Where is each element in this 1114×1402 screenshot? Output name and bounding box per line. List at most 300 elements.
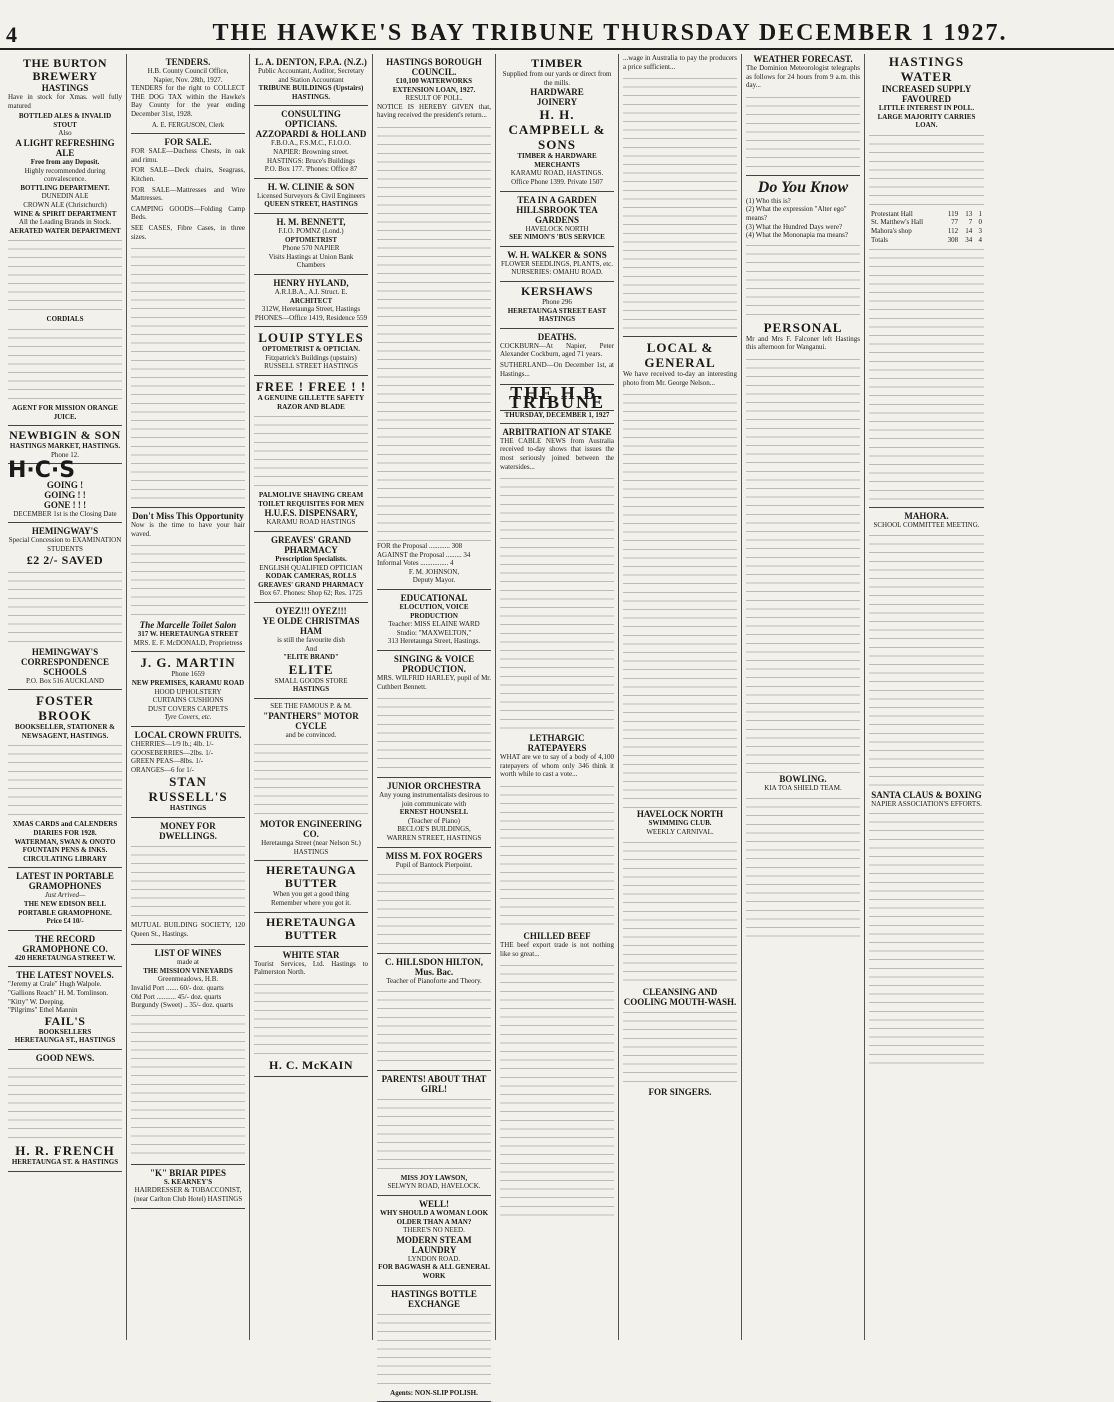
ad-heading: THE BURTON BREWERY	[22, 56, 108, 83]
ad-line: HAVELOCK NORTH	[525, 224, 589, 233]
ad-heading: FREE ! FREE ! !	[255, 379, 367, 395]
tenders-notice	[131, 54, 245, 134]
ad-line: HERETAUNGA ST., HASTINGS	[14, 1036, 116, 1045]
quiz-question: (3) What the Hundred Days were?	[746, 222, 843, 231]
notice-line: SUTHERLAND—On December 1st, at Hastings...	[500, 360, 614, 378]
ad-body	[8, 1063, 122, 1143]
section-heading: BOWLING.	[779, 773, 827, 784]
joy-lawson-ad	[377, 1071, 491, 1196]
ad-line: "Kitty" W. Deeping.	[8, 997, 65, 1006]
notice-line: NOTICE IS HEREBY GIVEN that, having received the president's return...	[377, 102, 491, 120]
ad-line: Teacher of Pianoforte and Theory.	[386, 977, 482, 986]
ad-body	[377, 1309, 491, 1389]
section-heading: WEATHER FORECAST.	[753, 54, 853, 64]
ad-line: A LIGHT REFRESHING ALE	[15, 137, 115, 158]
marcelle-salon-ad	[131, 508, 245, 652]
ad-line: CORDIALS	[46, 315, 84, 324]
article-body	[623, 389, 737, 809]
ad-line: MISS JOY LAWSON,	[400, 1173, 468, 1182]
column-6	[619, 54, 742, 1340]
section-heading: SANTA CLAUS & BOXING	[871, 789, 982, 800]
ad-heading: L. A. DENTON, F.P.A. (N.Z.)	[255, 57, 367, 67]
wine-list	[131, 1010, 245, 1160]
article-body	[869, 244, 984, 504]
ad-line: Licensed Surveyors & Civil Engineers	[256, 191, 366, 200]
notice-heading: HASTINGS BOROUGH COUNCIL.	[386, 57, 482, 77]
ad-line: S. KEARNEY'S	[163, 1177, 213, 1186]
ad-line: BOOKSELLERS	[38, 1027, 92, 1036]
ad-line: HAIRDRESSER & TOBACCONIST,	[134, 1186, 242, 1195]
greaves-pharmacy-ad	[254, 532, 368, 603]
briar-pipes-ad	[131, 1165, 245, 1209]
ad-line: Office Phone 1399. Private 1507	[511, 177, 603, 186]
ad-line: Just Arrived—	[44, 891, 86, 900]
article-subheading: LARGE MAJORITY CARRIES LOAN.	[877, 112, 976, 130]
ad-heading: HERETAUNGA BUTTER	[265, 863, 357, 891]
hcs-ad	[8, 458, 122, 523]
section-heading: FOR SINGERS.	[648, 1086, 712, 1097]
quiz-answers	[746, 240, 860, 320]
ad-line: SMALL GOODS STORE	[274, 676, 348, 685]
editorial-body	[500, 781, 614, 931]
poll-cell: 13	[965, 209, 973, 218]
ad-line: MOTOR ENGINEERING CO.	[259, 819, 363, 840]
quiz-question: (1) Who this is?	[746, 196, 791, 205]
ad-body	[8, 567, 122, 647]
ad-line: Any young instrumentalists desirous to join communicate with	[379, 791, 489, 808]
notice-heading: TENDERS.	[165, 57, 211, 67]
poll-cell: 1	[978, 209, 982, 218]
ad-line: A.R.I.B.A., A.I. Struct. E.	[274, 287, 348, 296]
ad-line: BOTTLING DEPARTMENT.	[20, 183, 110, 192]
poll-row	[869, 236, 984, 245]
editorial-text: THE beef export trade is not nothing like so great...	[500, 941, 614, 958]
ad-line: ERNEST HOUNSELL	[399, 808, 469, 817]
ad-heading: OYEZ!!! OYEZ!!!	[275, 606, 347, 616]
ad-heading: HEMINGWAY'S	[31, 526, 99, 537]
ad-body	[377, 1094, 491, 1174]
poll-cell: Mahora's shop	[871, 226, 912, 235]
editorial-heading: LETHARGIC RATEPAYERS	[527, 733, 587, 754]
ad-line: DECEMBER 1st is the Closing Date	[13, 509, 117, 518]
ad-line: QUEEN STREET, HASTINGS	[264, 200, 358, 209]
ad-line: KARAMU ROAD, HASTINGS.	[510, 169, 604, 178]
ad-line: Phone 296	[542, 297, 572, 306]
ad-line: made at	[177, 958, 199, 967]
ad-heading: C. HILLSDON HILTON, Mus. Bac.	[384, 957, 484, 978]
ad-line: Phone 1659	[171, 670, 205, 679]
ad-line: Tyre Covers, etc.	[164, 713, 212, 722]
poll-cell: 119	[947, 209, 959, 218]
divider	[869, 507, 984, 508]
timber-ad	[500, 54, 614, 192]
ad-line: MUTUAL BUILDING SOCIETY, 120 Queen St., Hastings.	[131, 921, 245, 938]
ad-line: XMAS CARDS and CALENDERS DIARIES FOR 1928.	[12, 820, 118, 838]
ad-heading: CONSULTING OPTICIANS.	[281, 109, 341, 130]
ad-line: TOILET REQUISITES FOR MEN	[258, 499, 364, 508]
ad-heading: GOOD NEWS.	[35, 1052, 95, 1063]
ad-line: GOOSEBERRIES—2lbs. 1/-	[131, 748, 214, 757]
white-star-ad	[254, 947, 368, 1077]
steam-laundry-ad	[377, 1196, 491, 1286]
column-2	[127, 54, 250, 1340]
article-body	[746, 793, 860, 943]
notice-signature: F. M. JOHNSON,	[408, 567, 460, 576]
ad-line: MODERN STEAM LAUNDRY	[396, 1234, 472, 1255]
ad-line: RUSSELL STREET HASTINGS	[264, 362, 358, 371]
ad-heading: JUNIOR ORCHESTRA	[387, 781, 481, 792]
bottle-exchange-ad	[377, 1286, 491, 1402]
educational-ad	[377, 590, 491, 651]
singing-ad	[377, 651, 491, 778]
ad-heading: FAIL'S	[44, 1013, 86, 1028]
ad-line: Highly recommended during convalescence.	[24, 166, 106, 184]
novels-ad	[8, 967, 122, 1050]
fox-rogers-ad	[377, 848, 491, 955]
ad-line: NAPIER: Browning street.	[273, 147, 349, 156]
notice-body	[131, 243, 245, 503]
editorial-masthead: THE H.B. TRIBUNE	[500, 385, 614, 411]
borough-council-notice	[377, 54, 491, 590]
foster-brook-ad	[8, 690, 122, 868]
ad-heading: LOUIP STYLES	[258, 330, 364, 346]
ad-subheading: HASTINGS	[41, 83, 89, 93]
ad-line: THE MISSION VINEYARDS	[143, 966, 233, 975]
notice-line: CAMPING GOODS—Folding Camp Beds.	[131, 204, 245, 222]
editorial-text: WHAT are we to say of a body of 4,100 ratepayers of whom only 346 think it worth while to cast a vote...	[500, 753, 614, 779]
article-subheading: LITTLE INTEREST IN POLL.	[878, 104, 975, 112]
ad-heading: NEWBIGIN & SON	[9, 428, 121, 443]
ad-body	[8, 740, 122, 820]
divider	[623, 336, 737, 337]
poll-cell: 14	[965, 226, 973, 235]
ad-heading: HERETAUNGA BUTTER	[265, 914, 357, 942]
ad-heading: THE LATEST NOVELS.	[16, 970, 114, 981]
ad-heading: HASTINGS BOTTLE EXCHANGE	[391, 1288, 477, 1309]
notice-line: £10,100 WATERWORKS EXTENSION LOAN, 1927.	[392, 77, 476, 94]
poll-cell: St. Matthew's Hall	[871, 218, 924, 227]
ad-line: BOOKSELLER, STATIONER & NEWSAGENT, HASTINGS.	[15, 723, 115, 740]
poll-cell: 7	[968, 218, 973, 227]
ad-line: Invalid Port ....... 60/- doz. quarts	[131, 983, 224, 992]
heretaunga-butter-ad-1	[254, 861, 368, 912]
ad-line: Remember where you got it.	[271, 898, 351, 907]
ad-line: BECLOE'S BUILDINGS,	[397, 825, 471, 834]
junior-orchestra-ad	[377, 778, 491, 848]
notice-signature: Deputy Mayor.	[412, 576, 456, 585]
ad-heading: J. G. MARTIN	[140, 655, 236, 671]
editorial-body	[500, 473, 614, 733]
article-text: The Dominion Meteorologist telegraphs as follows for 24 hours from 9 a.m. this day...	[746, 64, 860, 90]
ad-heading: THE RECORD GRAMOPHONE CO.	[22, 933, 108, 954]
notice-body	[377, 122, 491, 542]
ad-line: 317 W. HERETAUNGA STREET	[137, 630, 239, 639]
column-1	[4, 54, 127, 1340]
ad-line: Burgundy (Sweet) .. 35/- doz. quarts	[131, 1001, 234, 1010]
article-text: Mr and Mrs F. Falconer left Hastings this afternoon for Wanganui.	[746, 334, 860, 352]
mission-wines-ad	[131, 945, 245, 1165]
ad-line: Tourist Services, Ltd. Hastings to Palmerston North.	[254, 959, 368, 977]
ad-heading: PARENTS! ABOUT THAT GIRL!	[381, 1073, 487, 1094]
ad-body	[377, 986, 491, 1066]
ad-line: OPTOMETRIST	[285, 235, 337, 244]
dispensary-ad	[254, 376, 368, 532]
ad-line: DUNEDIN ALE	[41, 192, 89, 201]
poll-cell: 77	[951, 218, 959, 227]
ad-line: TIMBER & HARDWARE MERCHANTS	[517, 152, 597, 169]
kershaws-ad	[500, 282, 614, 329]
ad-line: "Gallions Reach" H. M. Tomlinson.	[8, 988, 109, 997]
ad-line: Now is the time to have your hair waved.	[131, 521, 245, 538]
ad-line: P.O. Box 516 AUCKLAND	[26, 676, 104, 685]
ad-line: PALMOLIVE SHAVING CREAM	[258, 491, 364, 500]
ad-heading: WHITE STAR	[282, 949, 340, 960]
ad-line: KARAMU ROAD HASTINGS	[266, 518, 356, 527]
ad-line: H. C. McKAIN	[269, 1057, 353, 1072]
deaths-notices	[500, 329, 614, 385]
article-body	[623, 1007, 737, 1087]
ad-line: LYNDON ROAD.	[407, 1254, 461, 1263]
section-heading: LOCAL & GENERAL	[644, 340, 716, 371]
ad-line: GOING !	[46, 479, 84, 490]
ad-heading: TEA IN A GARDEN	[517, 194, 597, 205]
louip-styles-ad	[254, 327, 368, 376]
ad-line: MRS. E. F. McDONALD, Proprietress	[133, 638, 243, 647]
ad-line: HASTINGS	[292, 685, 330, 694]
ad-line: Phone 12.	[51, 450, 79, 459]
ad-line: DUST COVERS CARPETS	[147, 704, 228, 713]
ad-heading: GREAVES' GRAND PHARMACY	[270, 535, 352, 556]
ad-line: Box 67. Phones: Shop 62; Res. 1725	[259, 589, 363, 598]
quiz-question: (4) What the Mononapia ma means?	[746, 231, 848, 240]
column-7	[742, 54, 865, 1340]
editorial-heading: CHILLED BEEF	[523, 931, 591, 942]
ad-heading: MONEY FOR DWELLINGS.	[159, 821, 217, 841]
ad-line: AZZOPARDI & HOLLAND	[255, 129, 367, 140]
ad-line: AERATED WATER DEPARTMENT	[9, 226, 121, 235]
ad-line: SELWYN ROAD, HAVELOCK.	[387, 1182, 481, 1191]
ad-line: 313 Heretaunga Street, Hastings.	[387, 637, 481, 646]
section-heading: HASTINGS WATER	[888, 54, 965, 84]
ad-line: Also	[58, 129, 72, 138]
notice-line: SEE CASES, Fibre Cases, in three sizes.	[131, 223, 245, 241]
tea-garden-ad	[500, 192, 614, 247]
ad-line: (near Carlton Club Hotel) HASTINGS	[133, 1194, 243, 1203]
ad-line: Pupil of Bantock Pierpoint.	[395, 860, 473, 869]
ad-line: AGENT FOR MISSION ORANGE JUICE.	[12, 403, 118, 421]
poll-result: Informal Votes ................ 4	[377, 559, 454, 568]
notice-line: COCKBURN—At Napier, Peter Alexander Cockburn, aged 71 years.	[500, 341, 614, 359]
ad-line: WINE & SPIRIT DEPARTMENT	[13, 209, 117, 218]
ad-line: A GENUINE GILLETTE SAFETY RAZOR AND BLADE	[257, 394, 365, 411]
ad-line: GONE ! ! !	[43, 499, 87, 510]
ad-line: HEMINGWAY'S CORRESPONDENCE SCHOOLS	[20, 646, 109, 677]
notice-line: A. E. FERGUSON, Clerk	[151, 120, 225, 129]
ad-line: HILLSBROOK TEA GARDENS	[516, 204, 598, 225]
walker-nursery-ad	[500, 247, 614, 282]
denton-ad	[254, 54, 368, 106]
poll-cell: Protestant Hall	[871, 209, 913, 218]
editorial-text: THE CABLE NEWS from Australia received to-day shows that issues the most seriously joined between the watersides...	[500, 436, 614, 471]
poll-table	[869, 210, 984, 244]
ad-heading: LIST OF WINES	[154, 948, 222, 959]
ad-line: 420 HERETAUNGA STREET W.	[14, 953, 116, 962]
page-number: 4	[6, 22, 17, 47]
editorial-date: THURSDAY, DECEMBER 1, 1927	[504, 411, 610, 420]
ad-line: Price £4 10/-	[46, 917, 84, 926]
ad-line: ENGLISH QUALIFIED OPTICIAN	[259, 563, 363, 572]
notice-line: Napier, Nov. 28th, 1927.	[153, 75, 223, 84]
ad-line: The Marcelle Toilet Salon	[139, 620, 237, 631]
ad-body	[254, 739, 368, 819]
poll-cell: 4	[978, 235, 982, 244]
cordial-list	[8, 324, 122, 404]
ad-heading: FOSTER BROOK	[35, 693, 94, 724]
article-body	[869, 808, 984, 1068]
divider	[746, 175, 860, 176]
bennett-ad	[254, 214, 368, 275]
ad-heading: HENRY HYLAND,	[273, 277, 349, 288]
ad-heading: H. H. CAMPBELL & SONS	[508, 107, 606, 153]
ad-line: TRIBUNE BUILDINGS (Upstairs) HASTINGS.	[258, 84, 364, 101]
ad-heading: Don't Miss This Opportunity	[132, 511, 244, 522]
poll-cell: 3	[978, 226, 982, 235]
ad-body	[131, 841, 245, 921]
ad-line: THE NEW EDISON BELL PORTABLE GRAMOPHONE.	[18, 900, 112, 917]
burton-brewery-ad	[8, 54, 122, 426]
price-list	[8, 235, 122, 315]
ad-line: HASTINGS MARKET, HASTINGS.	[9, 442, 121, 451]
poll-cell: 308	[947, 235, 959, 244]
ad-line: HASTINGS	[169, 804, 207, 813]
ad-line: HERETAUNGA STREET EAST HASTINGS	[507, 306, 607, 324]
ad-line: Greenmeadows, H.B.	[157, 975, 219, 984]
hilton-ad	[377, 954, 491, 1071]
ad-heading: LATEST IN PORTABLE GRAMOPHONES	[16, 871, 114, 892]
notice-line: H.B. County Council Office,	[147, 67, 229, 75]
ad-line: Studio: "MAXWELTON,"	[396, 628, 472, 637]
ad-line: HERETAUNGA ST. & HASTINGS	[11, 1157, 119, 1166]
ad-line: CROWN ALE (Christchurch)	[23, 200, 107, 209]
ad-line: F.I.O. POMNZ (Lond.)	[278, 226, 344, 235]
ad-line: GREEN PEAS—8lbs. 1/-	[131, 757, 204, 766]
newspaper-title: THE HAWKE'S BAY TRIBUNE THURSDAY DECEMBER 1 1927.	[212, 20, 1008, 46]
heretaunga-butter-ad-2	[254, 913, 368, 947]
poll-cell: 112	[947, 226, 959, 235]
quiz-question: (2) What the expression "Alter ego" means?	[746, 205, 847, 222]
ad-line: "PANTHERS" MOTOR CYCLE	[263, 710, 359, 731]
ad-heading: "K" BRIAR PIPES	[149, 1167, 226, 1178]
article-subheading: SWIMMING CLUB.	[648, 819, 712, 828]
ad-line: "Pilgrims" Ethel Mannin	[8, 1006, 78, 1015]
article-body	[869, 130, 984, 210]
ad-line: ORANGES—6 for 1/-	[131, 765, 194, 774]
ad-heading: SINGING & VOICE PRODUCTION.	[393, 653, 475, 674]
notice-heading: DEATHS.	[537, 331, 577, 342]
ad-heading: H. W. CLINIE & SON	[267, 181, 355, 192]
ad-line: Free from any Deposit.	[30, 157, 100, 166]
ad-line: HOOD UPHOLSTERY	[154, 687, 222, 696]
article-text: ...wage in Australia to pay the producers a price sufficient...	[623, 54, 737, 71]
hyland-ad	[254, 275, 368, 327]
poll-row	[869, 210, 984, 219]
ad-line: OPTOMETRIST & OPTICIAN.	[262, 345, 360, 354]
notice-line: FOR SALE—Mattresses and Wire Mattresses.	[131, 185, 245, 203]
hcs-logo: H·C·S	[8, 458, 76, 484]
ad-line: Special Concession to EXAMINATION STUDENTS	[8, 536, 122, 554]
ad-line: Old Port ........... 45/- doz. quarts	[131, 992, 222, 1001]
column-3	[250, 54, 373, 1340]
ad-line: HARDWARE	[530, 87, 584, 98]
article-subheading: WEEKLY CARNIVAL.	[646, 827, 714, 836]
opticians-ad	[254, 106, 368, 178]
ad-line: And	[304, 644, 318, 653]
ad-line: Heretaunga Street (near Nelson St.) HASTINGS	[261, 839, 361, 856]
ad-line: JOINERY	[536, 97, 578, 108]
ad-heading: LOCAL CROWN FRUITS.	[134, 730, 242, 741]
ad-heading: TIMBER	[531, 56, 583, 70]
ad-line: NEW PREMISES, KARAMU ROAD	[131, 679, 245, 688]
ad-line: BOTTLED ALES & INVALID STOUT	[18, 112, 112, 129]
section-heading: HAVELOCK NORTH	[636, 809, 724, 820]
notice-line: TENDERS for the right to COLLECT THE DOG TAX within the Hawke's Bay County for the year ending December 31st, 1928.	[131, 84, 245, 118]
ad-line: FOR BAGWASH & ALL GENERAL WORK	[378, 1263, 490, 1280]
editorial-heading: ARBITRATION AT STAKE	[502, 426, 612, 437]
panthers-motor-ad	[254, 699, 368, 861]
ad-line: THERE'S NO NEED.	[403, 1226, 465, 1235]
quiz-heading: Do You Know	[757, 178, 849, 196]
poll-row	[869, 227, 984, 236]
fruit-stores-ad	[131, 727, 245, 818]
ad-line: "ELITE BRAND"	[283, 653, 339, 662]
article-body	[623, 837, 737, 987]
ad-heading: WELL!	[418, 1199, 449, 1210]
ad-line: FLOWER SEEDLINGS, PLANTS, etc.	[501, 259, 613, 268]
article-subheading: KIA TOA SHIELD TEAM.	[764, 783, 842, 792]
poll-cell: Totals	[871, 235, 889, 244]
ad-line: YE OLDE CHRISTMAS HAM	[262, 616, 360, 636]
masthead	[0, 0, 1114, 50]
christmas-ham-ad	[254, 603, 368, 699]
notice-heading: FOR SALE.	[164, 137, 212, 148]
ad-line: Visits Hastings at Union Bank Chambers	[268, 252, 354, 270]
ad-line: KODAK CAMERAS, ROLLS	[265, 572, 357, 581]
ad-line: HASTINGS: Bruce's Buildings	[267, 156, 355, 165]
ad-line: GOING ! !	[44, 489, 86, 500]
ad-line: 312W, Heretaunga Street, Hastings	[261, 305, 361, 314]
ad-line: Agents: NON-SLIP POLISH.	[390, 1388, 478, 1397]
ad-line: and be convinced.	[285, 730, 337, 739]
ad-line: Public Accountant, Auditor, Secretary and Station Accountant	[257, 67, 365, 84]
ad-heading: EDUCATIONAL	[400, 592, 468, 603]
ad-line: Prescription Specialists.	[275, 555, 347, 564]
ad-heading: SEE THE FAMOUS P. & M.	[270, 701, 352, 710]
ad-heading: KERSHAWS	[520, 283, 594, 298]
ad-line: Fitzpatrick's Buildings (upstairs)	[265, 353, 357, 362]
ad-line: SEE NIMON'S 'BUS SERVICE	[509, 233, 605, 242]
ad-heading: W. H. WALKER & SONS	[507, 249, 607, 260]
column-5	[496, 54, 619, 1340]
page-columns	[4, 54, 1110, 1397]
article-body	[623, 73, 737, 333]
ad-line: "Jeremy at Crale" Hugh Walpole.	[8, 980, 102, 989]
notice-line: RESULT OF POLL.	[405, 94, 463, 103]
record-gramophone-ad	[8, 931, 122, 968]
ad-line: WARREN STREET, HASTINGS	[386, 834, 482, 843]
ad-line: £2 2/- SAVED	[26, 552, 104, 567]
ad-body	[254, 411, 368, 491]
article-subheading: SCHOOL COMMITTEE MEETING.	[873, 521, 980, 530]
